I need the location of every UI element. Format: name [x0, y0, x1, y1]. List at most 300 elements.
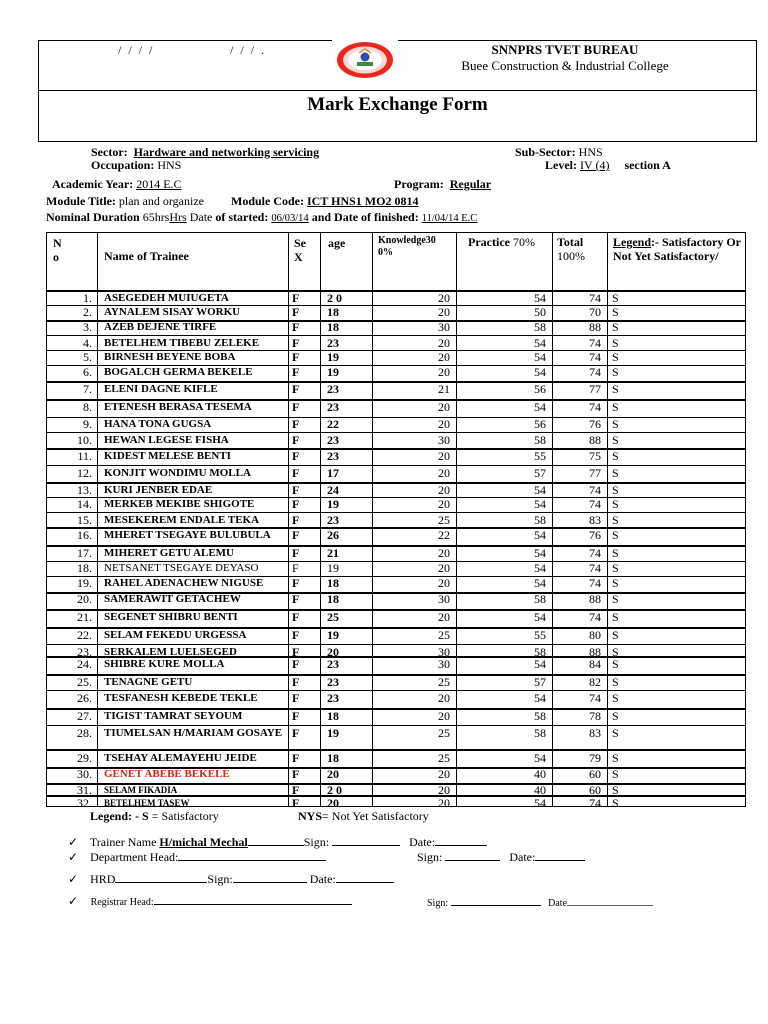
college-name: Buee Construction & Industrial College	[461, 58, 669, 73]
trainee-sex: F	[292, 497, 300, 511]
total-score: 74	[589, 400, 601, 414]
knowledge-score: 21	[438, 382, 450, 396]
practice-score: 58	[534, 645, 546, 659]
trainee-sex: F	[292, 433, 300, 447]
trainee-sex: F	[292, 628, 300, 642]
status-mark: S	[612, 433, 619, 447]
total-score: 76	[589, 417, 601, 431]
row-number: 10.	[77, 433, 92, 447]
total-score: 74	[589, 497, 601, 511]
row-number: 32.	[77, 796, 92, 810]
knowledge-score: 25	[438, 751, 450, 765]
knowledge-score: 25	[438, 675, 450, 689]
knowledge-score: 20	[438, 561, 450, 575]
status-mark: S	[612, 320, 619, 334]
knowledge-score: 22	[438, 528, 450, 542]
row-number: 14.	[77, 497, 92, 511]
practice-score: 54	[534, 796, 546, 810]
practice-score: 40	[534, 783, 546, 797]
subsector-line: Sub-Sector: HNS	[515, 145, 603, 159]
trainee-sex: F	[292, 645, 300, 659]
trainee-name: BIRNESH BEYENE BOBA	[104, 351, 236, 363]
row-number: 29.	[77, 751, 92, 765]
practice-score: 40	[534, 767, 546, 781]
practice-score: 58	[534, 320, 546, 334]
knowledge-score: 25	[438, 628, 450, 642]
row-number: 6.	[83, 365, 92, 379]
trainee-age: 26	[327, 528, 339, 542]
knowledge-score: 20	[438, 449, 450, 463]
form-title: Mark Exchange Form	[307, 94, 488, 115]
row-number: 27.	[77, 709, 92, 723]
row-number: 21.	[77, 610, 92, 624]
trainee-sex: F	[292, 513, 300, 527]
practice-score: 54	[534, 610, 546, 624]
check-icon: ✓	[68, 894, 79, 908]
trainee-sex: F	[292, 691, 300, 705]
trainee-sex: F	[292, 709, 300, 723]
row-number: 23.	[77, 645, 92, 659]
date-blank-right: / / / .	[230, 43, 267, 57]
trainee-age: 19	[327, 350, 339, 364]
status-mark: S	[612, 400, 619, 414]
status-mark: S	[612, 726, 619, 740]
practice-score: 54	[534, 691, 546, 705]
trainee-name: HEWAN LEGESE FISHA	[104, 434, 229, 446]
practice-score: 54	[534, 751, 546, 765]
trainee-name: ELENI DAGNE KIFLE	[104, 383, 218, 395]
legend-line: Legend: - S = Satisfactory	[90, 809, 219, 823]
trainee-name: SAMERAWIT GETACHEW	[104, 593, 241, 605]
trainee-name: NETSANET TSEGAYE DEYASO	[104, 562, 259, 574]
practice-score: 58	[534, 726, 546, 740]
trainee-age: 18	[327, 320, 339, 334]
trainee-name: TIGIST TAMRAT SEYOUM	[104, 710, 243, 722]
row-number: 22.	[77, 628, 92, 642]
occupation-value: HNS	[157, 158, 182, 172]
status-mark: S	[612, 610, 619, 624]
knowledge-score: 20	[438, 350, 450, 364]
sector-line: Sector: Hardware and networking servicing	[91, 145, 320, 159]
academic-year-line: Academic Year: 2014 E.C	[52, 177, 182, 191]
trainee-name: SELAM FEKEDU URGESSA	[104, 629, 247, 641]
trainee-name: TSEHAY ALEMAYEHU JEIDE	[104, 752, 257, 764]
col-divider	[97, 232, 98, 807]
trainee-name: GENET ABEBE BEKELE	[104, 768, 230, 780]
status-mark: S	[612, 497, 619, 511]
row-divider	[46, 749, 746, 751]
practice-score: 56	[534, 417, 546, 431]
col-divider	[288, 232, 289, 807]
trainee-sex: F	[292, 561, 299, 575]
trainee-name: AYNALEM SISAY WORKU	[104, 306, 241, 318]
row-divider	[46, 690, 746, 691]
practice-score: 54	[534, 350, 546, 364]
status-mark: S	[612, 417, 619, 431]
module-code-line: Module Code: ICT HNS1 MO2 0814	[231, 194, 419, 208]
trainee-age: 23	[327, 433, 339, 447]
trainee-age: 18	[327, 709, 339, 723]
status-mark: S	[612, 628, 619, 642]
trainee-age: 23	[327, 400, 339, 414]
trainee-sex: F	[292, 382, 300, 396]
total-score: 74	[589, 336, 601, 350]
hrd-line: ✓ HRD Sign: Date:	[68, 871, 394, 887]
trainee-sex: F	[292, 546, 300, 560]
row-number: 31.	[77, 783, 92, 797]
trainee-sex: F	[292, 592, 300, 606]
trainee-sex: F	[292, 576, 300, 590]
status-mark: S	[612, 546, 619, 560]
total-score: 78	[589, 709, 601, 723]
row-divider	[46, 432, 746, 433]
trainee-name: BETELHEM TASEW	[104, 798, 190, 808]
total-score: 88	[589, 320, 601, 334]
row-number: 26.	[77, 691, 92, 705]
trainee-age: 19	[327, 628, 339, 642]
knowledge-score: 20	[438, 336, 450, 350]
status-mark: S	[612, 767, 619, 781]
th-practice: Practice 70%	[468, 235, 535, 249]
trainee-sex: F	[292, 449, 300, 463]
practice-score: 58	[534, 513, 546, 527]
practice-score: 55	[534, 628, 546, 642]
trainee-name: KONJIT WONDIMU MOLLA	[104, 467, 251, 479]
status-mark: S	[612, 576, 619, 590]
trainee-age: 18	[327, 592, 339, 606]
total-score: 60	[589, 767, 601, 781]
trainee-name: SELAM FIKADIA	[104, 785, 178, 795]
row-number: 24.	[77, 657, 92, 671]
module-title-line: Module Title: plan and organize	[46, 194, 204, 208]
trainee-sex: F	[292, 483, 300, 497]
total-score: 84	[589, 657, 601, 671]
trainee-age: 2 0	[327, 783, 342, 797]
trainee-age: 20	[327, 796, 339, 810]
status-mark: S	[612, 350, 619, 364]
practice-score: 54	[534, 336, 546, 350]
status-mark: S	[612, 483, 619, 497]
total-score: 83	[589, 513, 601, 527]
registrar-sign: Sign: Date	[427, 894, 653, 909]
trainee-sex: F	[292, 400, 300, 414]
status-mark: S	[612, 449, 619, 463]
practice-score: 54	[534, 400, 546, 414]
practice-score: 55	[534, 449, 546, 463]
knowledge-score: 20	[438, 497, 450, 511]
trainee-age: 23	[327, 513, 339, 527]
trainee-name: TENAGNE GETU	[104, 676, 193, 688]
knowledge-score: 20	[438, 466, 450, 480]
trainee-age: 19	[327, 497, 339, 511]
row-number: 28.	[77, 726, 92, 740]
start-date: 06/03/14	[271, 213, 309, 224]
practice-score: 54	[534, 497, 546, 511]
row-number: 19.	[77, 576, 92, 590]
check-icon: ✓	[68, 872, 79, 886]
trainee-sex: F	[292, 783, 300, 797]
trainee-age: 20	[327, 767, 339, 781]
status-mark: S	[612, 645, 619, 659]
row-number: 8.	[83, 400, 92, 414]
status-mark: S	[612, 592, 619, 606]
trainee-age: 23	[327, 336, 339, 350]
duration-line: Nominal Duration 65hrsHrs Date of started: 06/03/14 and Date of finished: 11/04/14 E.C	[46, 210, 478, 224]
header-divider	[38, 90, 757, 91]
status-mark: S	[612, 513, 619, 527]
total-score: 74	[589, 691, 601, 705]
trainee-age: 18	[327, 751, 339, 765]
th-age: age	[328, 236, 346, 250]
row-divider	[46, 644, 746, 645]
row-number: 18.	[77, 561, 92, 575]
total-score: 75	[589, 449, 601, 463]
trainee-name: RAHEL ADENACHEW NIGUSE	[104, 577, 264, 589]
total-score: 77	[589, 466, 601, 480]
knowledge-score: 30	[438, 592, 450, 606]
knowledge-score: 20	[438, 546, 450, 560]
total-score: 82	[589, 675, 601, 689]
row-divider	[46, 512, 746, 513]
row-number: 17.	[77, 546, 92, 560]
row-number: 11.	[77, 449, 92, 463]
trainee-age: 23	[327, 691, 339, 705]
trainee-age: 17	[327, 466, 339, 480]
trainee-name: MESEKEREM ENDALE TEKA	[104, 514, 260, 526]
knowledge-score: 25	[438, 726, 450, 740]
practice-score: 57	[534, 675, 546, 689]
trainee-age: 24	[327, 483, 339, 497]
knowledge-score: 20	[438, 417, 450, 431]
practice-score: 54	[534, 546, 546, 560]
col-divider	[607, 232, 608, 807]
practice-score: 54	[534, 365, 546, 379]
knowledge-score: 25	[438, 513, 450, 527]
trainee-age: 19	[327, 561, 339, 575]
knowledge-score: 20	[438, 783, 450, 797]
subsector-value: HNS	[578, 145, 603, 159]
trainee-name: AZEB DEJENE TIRFE	[104, 321, 217, 333]
col-divider	[320, 232, 321, 807]
practice-score: 54	[534, 528, 546, 542]
status-mark: S	[612, 796, 619, 810]
trainee-sex: F	[292, 291, 300, 305]
sector-value: Hardware and networking servicing	[133, 145, 320, 159]
trainee-age: 18	[327, 576, 339, 590]
trainee-sex: F	[292, 726, 300, 740]
trainer-signature-line: ✓ Trainer Name H/michal Mechal Sign: Date:	[68, 834, 487, 850]
knowledge-score: 30	[438, 320, 450, 334]
knowledge-score: 30	[438, 645, 450, 659]
row-number: 13.	[77, 483, 92, 497]
finish-date: 11/04/14 E.C	[421, 213, 478, 224]
th-name: Name of Trainee	[104, 249, 189, 263]
level-line: Level: IV (4) section A	[545, 158, 671, 172]
total-score: 88	[589, 645, 601, 659]
status-mark: S	[612, 751, 619, 765]
trainee-sex: F	[292, 675, 300, 689]
trainee-name: MIHERET GETU ALEMU	[104, 547, 234, 559]
th-no: N o	[53, 236, 62, 264]
trainer-name: H/michal Mechal	[159, 835, 248, 849]
level-value: IV (4)	[580, 158, 610, 172]
trainee-name: SEGENET SHIBRU BENTI	[104, 611, 238, 623]
knowledge-score: 20	[438, 291, 450, 305]
program-value: Regular	[449, 177, 492, 191]
status-mark: S	[612, 365, 619, 379]
row-number: 5.	[83, 350, 92, 364]
trainee-name: SERKALEM LUELSEGED	[104, 646, 237, 658]
total-score: 74	[589, 796, 601, 810]
trainee-age: 2 0	[327, 291, 342, 305]
practice-score: 54	[534, 576, 546, 590]
row-divider	[46, 335, 746, 336]
trainee-sex: F	[292, 528, 300, 542]
trainee-sex: F	[292, 466, 300, 480]
registrar-line: ✓ Registrar Head:	[68, 893, 352, 909]
knowledge-score: 20	[438, 691, 450, 705]
total-score: 76	[589, 528, 601, 542]
trainee-sex: F	[292, 751, 300, 765]
knowledge-score: 20	[438, 483, 450, 497]
trainee-sex: F	[292, 417, 300, 431]
total-score: 88	[589, 592, 601, 606]
row-number: 7.	[83, 382, 92, 396]
total-score: 79	[589, 751, 601, 765]
status-mark: S	[612, 466, 619, 480]
academic-year-value: 2014 E.C	[136, 177, 182, 191]
trainee-name: KIDEST MELESE BENTI	[104, 450, 231, 462]
status-mark: S	[612, 336, 619, 350]
row-number: 1.	[83, 291, 92, 305]
module-title-value: plan and organize	[118, 194, 204, 208]
knowledge-score: 20	[438, 610, 450, 624]
knowledge-score: 30	[438, 433, 450, 447]
total-score: 74	[589, 561, 601, 575]
row-number: 2.	[83, 305, 92, 319]
knowledge-score: 20	[438, 365, 450, 379]
total-score: 74	[589, 291, 601, 305]
practice-score: 58	[534, 592, 546, 606]
trainee-age: 23	[327, 675, 339, 689]
trainee-name: TIUMELSAN H/MARIAM GOSAYE	[104, 727, 283, 739]
trainee-age: 22	[327, 417, 339, 431]
th-sex: Se X	[294, 236, 306, 264]
status-mark: S	[612, 709, 619, 723]
trainee-age: 19	[327, 726, 339, 740]
check-icon: ✓	[68, 850, 79, 864]
row-number: 15.	[77, 513, 92, 527]
trainee-name: SHIBRE KURE MOLLA	[104, 658, 225, 670]
total-score: 74	[589, 483, 601, 497]
total-score: 88	[589, 433, 601, 447]
trainee-sex: F	[292, 767, 300, 781]
row-number: 9.	[83, 417, 92, 431]
status-mark: S	[612, 783, 619, 797]
occupation-line: Occupation: HNS	[91, 158, 182, 172]
trainee-sex: F	[292, 350, 300, 364]
legend-nys: NYS= Not Yet Satisfactory	[298, 809, 429, 823]
section-label: section A	[624, 158, 671, 172]
practice-score: 57	[534, 466, 546, 480]
total-score: 74	[589, 365, 601, 379]
total-score: 74	[589, 610, 601, 624]
knowledge-score: 30	[438, 657, 450, 671]
practice-score: 54	[534, 561, 546, 575]
knowledge-score: 20	[438, 576, 450, 590]
row-number: 4.	[83, 336, 92, 350]
trainee-name: BOGALCH GERMA BEKELE	[104, 366, 253, 378]
total-score: 74	[589, 576, 601, 590]
row-number: 3.	[83, 320, 92, 334]
bureau-name: SNNPRS TVET BUREAU	[491, 42, 639, 57]
row-number: 20.	[77, 592, 92, 606]
dept-head-line: ✓ Department Head:	[68, 849, 326, 865]
college-seal-icon	[336, 41, 394, 79]
trainee-age: 21	[327, 546, 339, 560]
program-line: Program: Regular	[394, 177, 492, 191]
status-mark: S	[612, 691, 619, 705]
total-score: 80	[589, 628, 601, 642]
trainee-age: 19	[327, 365, 339, 379]
trainee-sex: F	[292, 320, 300, 334]
row-number: 16.	[77, 528, 92, 542]
total-score: 77	[589, 382, 601, 396]
trainee-sex: F	[292, 336, 300, 350]
practice-score: 54	[534, 291, 546, 305]
trainee-name: HANA TONA GUGSA	[104, 418, 212, 430]
practice-score: 58	[534, 433, 546, 447]
practice-score: 58	[534, 709, 546, 723]
practice-score: 54	[534, 483, 546, 497]
total-score: 74	[589, 350, 601, 364]
trainee-age: 18	[327, 305, 339, 319]
module-code-value: ICT HNS1 MO2 0814	[307, 194, 419, 208]
trainee-age: 23	[327, 449, 339, 463]
trainee-name: ETENESH BERASA TESEMA	[104, 401, 252, 413]
total-score: 74	[589, 546, 601, 560]
th-knowledge: Knowledge30 0%	[378, 235, 436, 258]
trainee-age: 25	[327, 610, 339, 624]
status-mark: S	[612, 382, 619, 396]
status-mark: S	[612, 291, 619, 305]
trainee-sex: F	[292, 610, 300, 624]
trainee-sex: F	[292, 305, 300, 319]
practice-score: 50	[534, 305, 546, 319]
practice-score: 56	[534, 382, 546, 396]
knowledge-score: 20	[438, 767, 450, 781]
trainee-sex: F	[292, 365, 300, 379]
trainee-age: 20	[327, 645, 339, 659]
total-score: 83	[589, 726, 601, 740]
status-mark: S	[612, 528, 619, 542]
status-mark: S	[612, 561, 619, 575]
knowledge-score: 20	[438, 709, 450, 723]
knowledge-score: 20	[438, 305, 450, 319]
trainee-name: MHERET TSEGAYE BULUBULA	[104, 529, 271, 541]
date-blank-left: / / / /	[118, 43, 155, 57]
status-mark: S	[612, 305, 619, 319]
knowledge-score: 20	[438, 796, 450, 810]
trainee-name: TESFANESH KEBEDE TEKLE	[104, 692, 258, 704]
dept-head-sign: Sign: Date:	[417, 849, 585, 865]
trainee-age: 23	[327, 657, 339, 671]
trainee-name: KURI JENBER EDAE	[104, 484, 213, 496]
knowledge-score: 20	[438, 400, 450, 414]
row-number: 25.	[77, 675, 92, 689]
col-divider	[372, 232, 373, 807]
trainee-sex: F	[292, 796, 300, 810]
